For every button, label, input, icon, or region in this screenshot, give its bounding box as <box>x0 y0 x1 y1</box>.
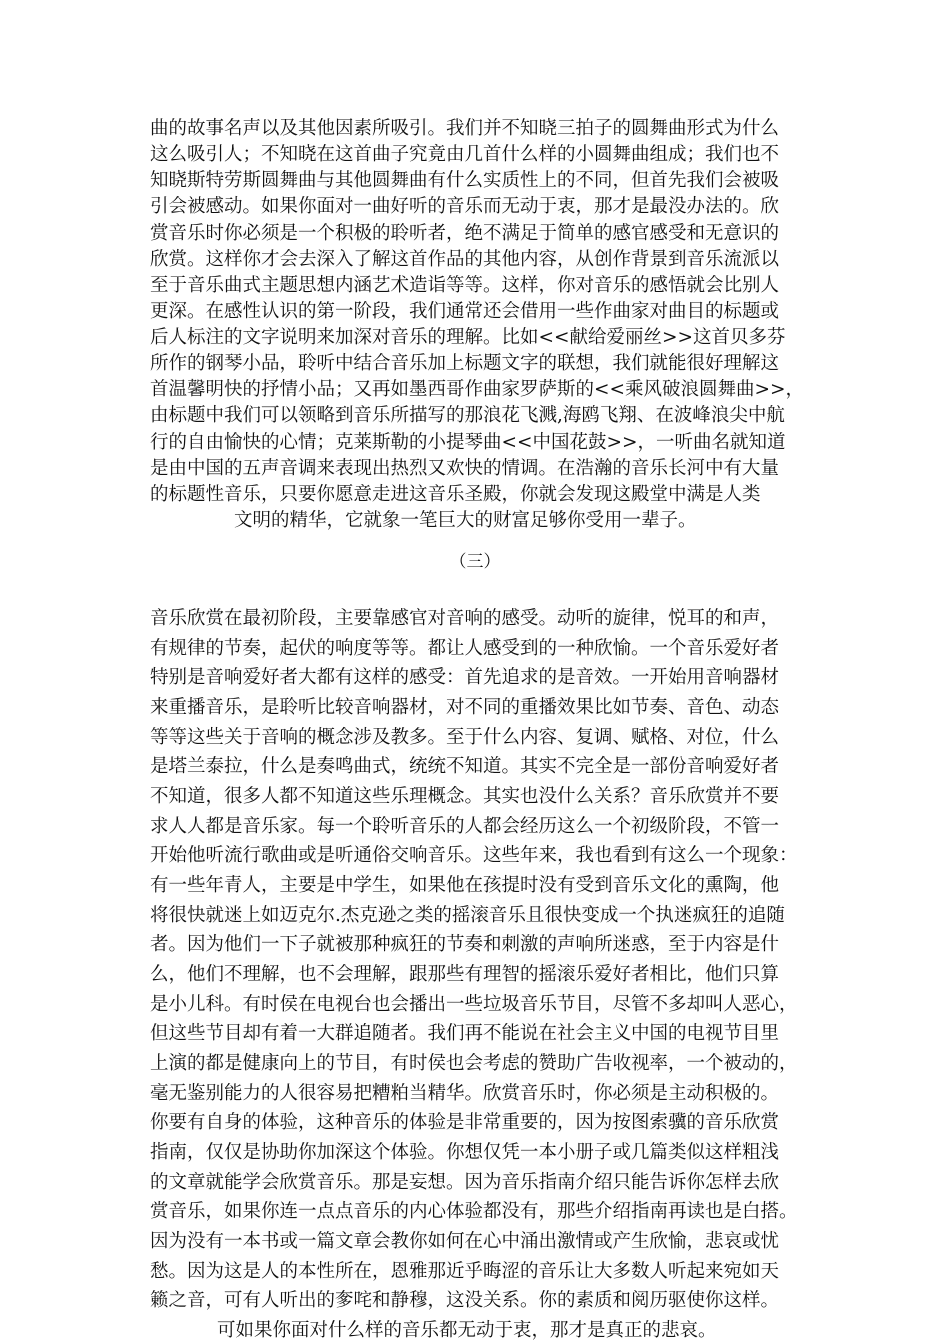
text-line: 由标题中我们可以领略到音乐所描写的那浪花飞溅,海鸥飞翔、在波峰浪尖中航 <box>150 405 785 426</box>
text-line: 文明的精华，它就象一笔巨大的财富足够你受用一辈子。 <box>234 510 697 531</box>
text-line: 等等这些关于音响的概念涉及教多。至于什么内容、复调、赋格、对位，什么 <box>150 727 780 748</box>
text-line: 的文章就能学会欣赏音乐。那是妄想。因为音乐指南介绍只能告诉你怎样去欣 <box>150 1172 780 1193</box>
text-line: 来重播音乐，是聆听比较音响器材，对不同的重播效果比如节奏、音色、动态 <box>150 697 780 718</box>
text-line: 么，他们不理解，也不会理解，跟那些有理智的摇滚乐爱好者相比，他们只算 <box>150 964 780 985</box>
text-line: 是由中国的五声音调来表现出热烈又欢快的情调。在浩瀚的音乐长河中有大量 <box>150 458 780 479</box>
text-line: 赏音乐时你必须是一个积极的聆听者，绝不满足于简单的感官感受和无意识的 <box>150 223 780 244</box>
text-line: 籁之音，可有人听出的奓咤和静穆，这没关系。你的素质和阅历驱使你这样。 <box>150 1290 780 1311</box>
text-line: 欣赏。这样你才会去深入了解这首作品的其他内容，从创作背景到音乐流派以 <box>150 249 780 270</box>
text-line: 音乐欣赏在最初阶段，主要靠感官对音响的感受。动听的旋律，悦耳的和声， <box>150 608 780 629</box>
text-line: 有规律的节奏，起伏的响度等等。都让人感受到的一种欣愉。一个音乐爱好者 <box>150 638 780 659</box>
text-line: 有一些年青人，主要是中学生，如果他在孩提时没有受到音乐文化的熏陶，他 <box>150 875 780 896</box>
text-line: 曲的故事名声以及其他因素所吸引。我们并不知晓三拍子的圆舞曲形式为什么 <box>150 118 780 139</box>
text-line: 后人标注的文字说明来加深对音乐的理解。比如<<献给爱丽丝>>这首贝多芬 <box>150 327 786 348</box>
text-line: 至于音乐曲式主题思想内涵艺术造诣等等。这样，你对音乐的感悟就会比别人 <box>150 275 780 296</box>
text-line: 是塔兰泰拉，什么是奏鸣曲式，统统不知道。其实不完全是一部份音响爱好者 <box>150 756 780 777</box>
text-line: 的标题性音乐，只要你愿意走进这音乐圣殿，你就会发现这殿堂中满是人类 <box>150 484 761 505</box>
text-line: 所作的钢琴小品，聆听中结合音乐加上标题文字的联想，我们就能很好理解这 <box>150 353 780 374</box>
text-line: 行的自由愉快的心情；克莱斯勒的小提琴曲<<中国花鼓>>，一听曲名就知道 <box>150 432 786 453</box>
text-line: 愁。因为这是人的本性所在，恩雅那近乎晦涩的音乐让大多数人听起来宛如天 <box>150 1261 780 1282</box>
text-line: 因为没有一本书或一篇文章会教你如何在心中涌出激情或产生欣愉，悲哀或忧 <box>150 1231 780 1252</box>
text-line: 你要有自身的体验，这种音乐的体验是非常重要的，因为按图索骥的音乐欣赏 <box>150 1112 780 1133</box>
text-line: 指南，仅仅是协助你加深这个体验。你想仅凭一本小册子或几篇类似这样粗浅 <box>150 1142 780 1163</box>
text-line: 引会被感动。如果你面对一曲好听的音乐而无动于衷，那才是最没办法的。欣 <box>150 196 780 217</box>
text-line: 者。因为他们一下子就被那种疯狂的节奏和刺激的声响所迷惑，至于内容是什 <box>150 934 780 955</box>
section-heading: （三） <box>449 552 501 572</box>
text-line: 上演的都是健康向上的节目，有时侯也会考虑的赞助广告收视率，一个被动的， <box>150 1053 798 1074</box>
text-line: 是小儿科。有时侯在电视台也会播出一些垃圾音乐节目，尽管不多却叫人恶心， <box>150 994 798 1015</box>
text-line: 赏音乐，如果你连一点点音乐的内心体验都没有，那些介绍指南再读也是白搭。 <box>150 1201 798 1222</box>
text-line: 不知道，很多人都不知道这些乐理概念。其实也没什么关系？音乐欣赏并不要 <box>150 786 780 807</box>
text-line: 但这些节目却有着一大群追随者。我们再不能说在社会主义中国的电视节目里 <box>150 1023 780 1044</box>
text-line: 这么吸引人；不知晓在这首曲子究竟由几首什么样的小圆舞曲组成；我们也不 <box>150 144 780 165</box>
text-line: 知晓斯特劳斯圆舞曲与其他圆舞曲有什么实质性上的不同，但首先我们会被吸 <box>150 170 780 191</box>
text-line: 将很快就迷上如迈克尔.杰克逊之类的摇滚音乐且很快变成一个执迷疯狂的追随 <box>150 905 785 926</box>
text-line: 首温馨明快的抒情小品；又再如墨西哥作曲家罗萨斯的<<乘风破浪圆舞曲>>， <box>150 379 805 400</box>
text-line: 毫无鉴别能力的人很容易把糟粕当精华。欣赏音乐时，你必须是主动积极的。 <box>150 1083 780 1104</box>
text-line: 更深。在感性认识的第一阶段，我们通常还会借用一些作曲家对曲目的标题或 <box>150 301 780 322</box>
text-line: 可如果你面对什么样的音乐都无动于衷，那才是真正的悲哀。 <box>217 1320 717 1341</box>
text-line: 特别是音响爱好者大都有这样的感受：首先追求的是音效。一开始用音响器材 <box>150 667 780 688</box>
text-line: 开始他听流行歌曲或是听通俗交响音乐。这些年来，我也看到有这么一个现象： <box>150 845 798 866</box>
text-line: 求人人都是音乐家。每一个聆听音乐的人都会经历这么一个初级阶段，不管一 <box>150 816 780 837</box>
